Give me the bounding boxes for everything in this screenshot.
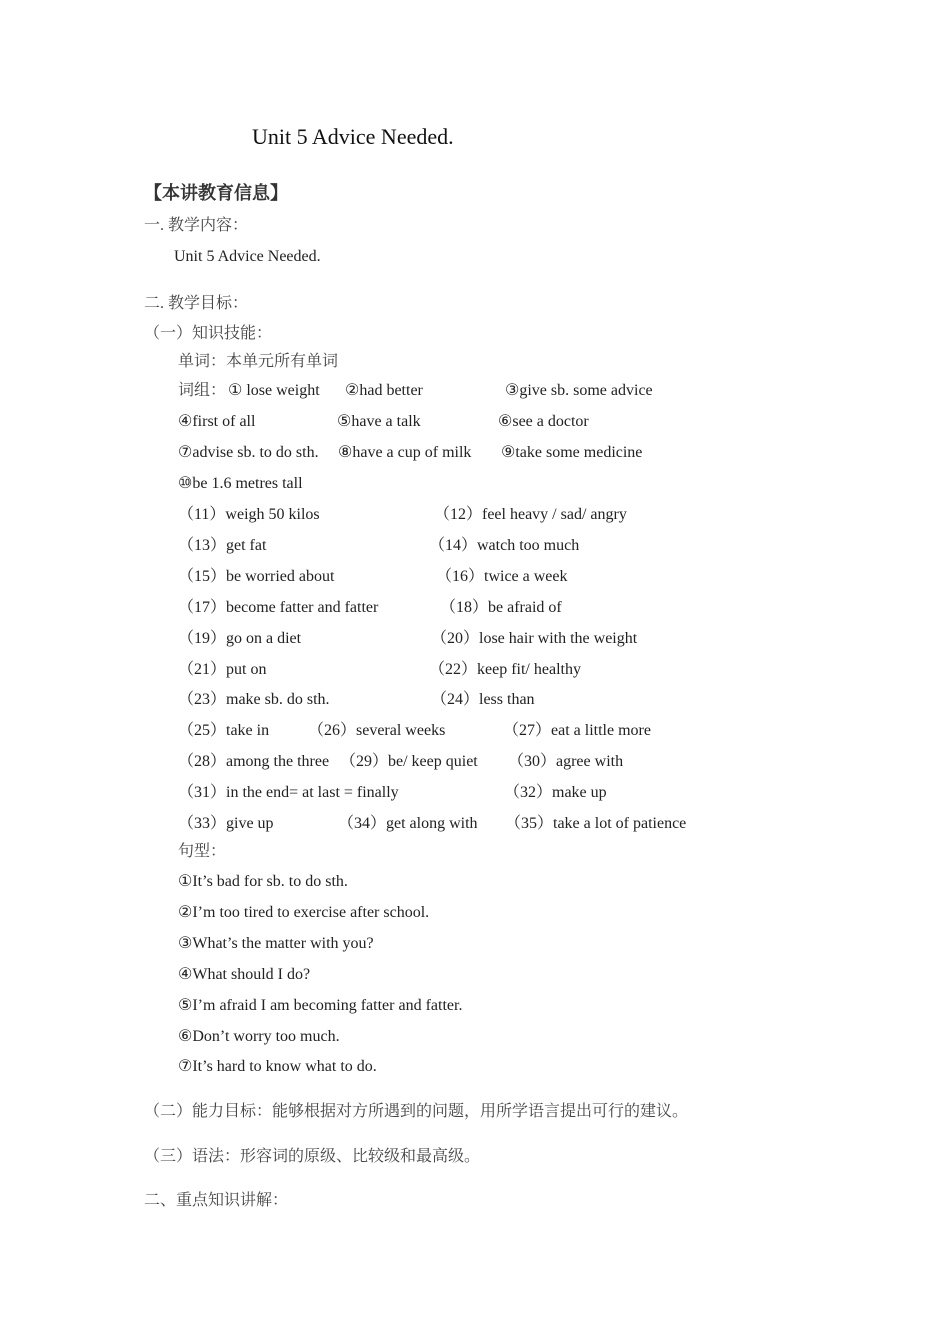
phrase-item: （18）be afraid of [440,599,562,616]
phrase-item: ②had better [345,382,423,399]
phrase-item: （11）weigh 50 kilos [178,506,320,523]
phrase-item: （22）keep fit/ healthy [429,661,581,678]
phrase-item: ⑦advise sb. to do sth. [178,444,319,461]
phrase-item: ⑤have a talk [337,413,421,430]
key-points-label: 二、重点知识讲解： [144,1192,289,1209]
ability-goal: （二）能力目标：能够根据对方所遇到的问题，用所学语言提出可行的建议。 [144,1103,689,1120]
section-header: 【本讲教育信息】 [144,183,288,203]
phrase-item: （15）be worried about [178,568,335,585]
phrase-item: （24）less than [431,691,535,708]
phrase-item: ③give sb. some advice [505,382,653,399]
sentence-item: ②I’m too tired to exercise after school. [178,904,430,921]
phrase-item: （33）give up [178,815,274,832]
sentence-item: ⑦It’s hard to know what to do. [178,1058,377,1075]
phrase-item: （23）make sb. do sth. [178,691,330,708]
sentence-item: ④What should I do? [178,966,311,983]
phrase-item: （12）feel heavy / sad/ angry [434,506,627,523]
sentence-item: ①It’s bad for sb. to do sth. [178,873,348,890]
words-line: 单词：本单元所有单词 [178,353,339,370]
phrase-item: （34）get along with [338,815,478,832]
phrase-item: （14）watch too much [429,537,580,554]
phrase-item: （28）among the three [178,753,330,770]
phrase-item: （21）put on [178,661,267,678]
phrase-item: （17）become fatter and fatter [178,599,379,616]
phrase-item: ⑩be 1.6 metres tall [178,475,303,492]
phrase-item: （16）twice a week [436,568,568,585]
phrase-item: （32）make up [504,784,607,801]
phrase-item: ④first of all [178,413,256,430]
phrase-item: （29）be/ keep quiet [340,753,478,770]
phrase-item: ⑨take some medicine [501,444,643,461]
phrase-item: （27）eat a little more [503,722,651,739]
phrase-item: （26）several weeks [308,722,446,739]
teaching-content-label: 一. 教学内容： [144,217,249,234]
phrase-item: ⑥see a doctor [498,413,589,430]
phrase-item: （25）take in [178,722,270,739]
document-title: Unit 5 Advice Needed. [252,124,454,149]
phrase-item: （20）lose hair with the weight [431,630,638,647]
sentences-label: 句型： [178,843,227,860]
grammar-goal: （三）语法：形容词的原级、比较级和最高级。 [144,1148,481,1165]
phrase-item: （13）get fat [178,537,267,554]
sentence-item: ⑥Don’t worry too much. [178,1028,340,1045]
phrase-item: （35）take a lot of patience [505,815,687,832]
phrases-label: 词组： [178,382,227,399]
phrase-item: ① lose weight [228,382,320,399]
knowledge-skills-label: （一）知识技能： [144,325,273,342]
phrase-item: （19）go on a diet [178,630,302,647]
phrase-item: ⑧have a cup of milk [338,444,472,461]
sentence-item: ⑤I’m afraid I am becoming fatter and fatter. [178,997,463,1014]
phrase-item: （31）in the end= at last = finally [178,784,399,801]
teaching-content: Unit 5 Advice Needed. [174,248,321,265]
teaching-goals-label: 二. 教学目标： [144,295,249,312]
sentence-item: ③What’s the matter with you? [178,935,374,952]
phrase-item: （30）agree with [508,753,624,770]
